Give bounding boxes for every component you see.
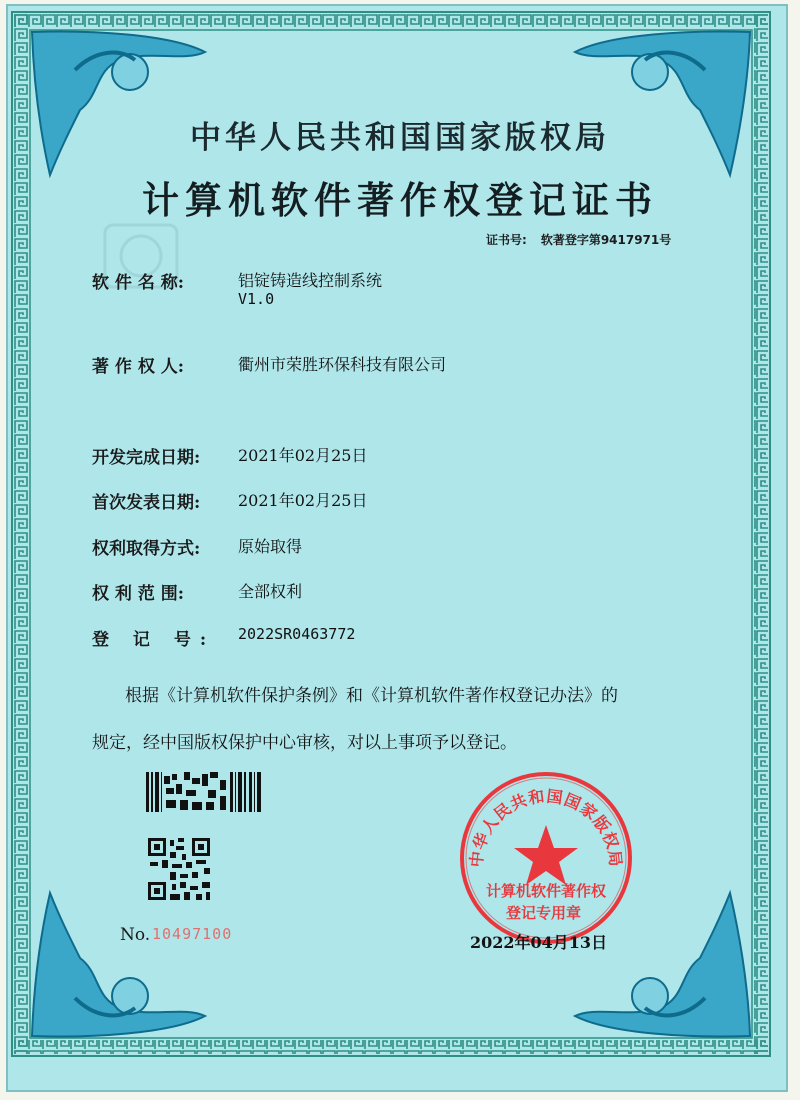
publication-date-value: 2021年02月25日: [238, 491, 368, 510]
software-name-value: 铝锭铸造线控制系统: [238, 271, 383, 290]
barcode: [146, 772, 264, 814]
copyright-owner-value: 衢州市荣胜环保科技有限公司: [238, 355, 447, 374]
issuing-authority: 中华人民共和国国家版权局: [190, 120, 610, 156]
certificate-number-value: 软著登字第9417971号: [540, 233, 672, 247]
seal-ring-text: 中华人民共和国国家版权局: [466, 786, 626, 869]
certificate-number: [486, 231, 671, 248]
serial-number-value: 10497100: [152, 925, 233, 943]
statement-line-1: 根据《计算机软件保护条例》和《计算机软件著作权登记办法》的: [125, 686, 618, 706]
serial-number-label: No.: [120, 925, 151, 945]
acquisition-method-value: 原始取得: [238, 537, 303, 556]
publication-date-label: 首次发表日期:: [92, 493, 201, 513]
qr-code: [148, 838, 210, 900]
corner-ornament-bottom-left: [32, 893, 205, 1036]
certificate-number-label: 证书号:: [486, 233, 527, 247]
seal-line-2: 登记专用章: [506, 904, 582, 922]
rights-scope-value: 全部权利: [238, 582, 303, 601]
software-version: V1.0: [238, 290, 275, 308]
registration-number-label: 登 记 号:: [92, 630, 216, 650]
statement-line-2: 规定，经中国版权保护中心审核，对以上事项予以登记。: [92, 733, 517, 753]
seal-star-icon: [514, 825, 578, 885]
rights-scope-label: 权 利 范 围:: [92, 584, 185, 604]
certificate-title: 计算机软件著作权登记证书: [142, 178, 658, 222]
issue-date: 2022年04月13日: [470, 933, 608, 952]
software-name-label: 软 件 名 称:: [92, 273, 185, 293]
registration-number-value: 2022SR0463772: [238, 625, 356, 643]
seal-line-1: 计算机软件著作权: [486, 882, 607, 900]
acquisition-method-label: 权利取得方式:: [92, 539, 201, 559]
copyright-owner-label: 著 作 权 人:: [92, 357, 185, 377]
completion-date-label: 开发完成日期:: [92, 448, 201, 468]
completion-date-value: 2021年02月25日: [238, 446, 368, 465]
